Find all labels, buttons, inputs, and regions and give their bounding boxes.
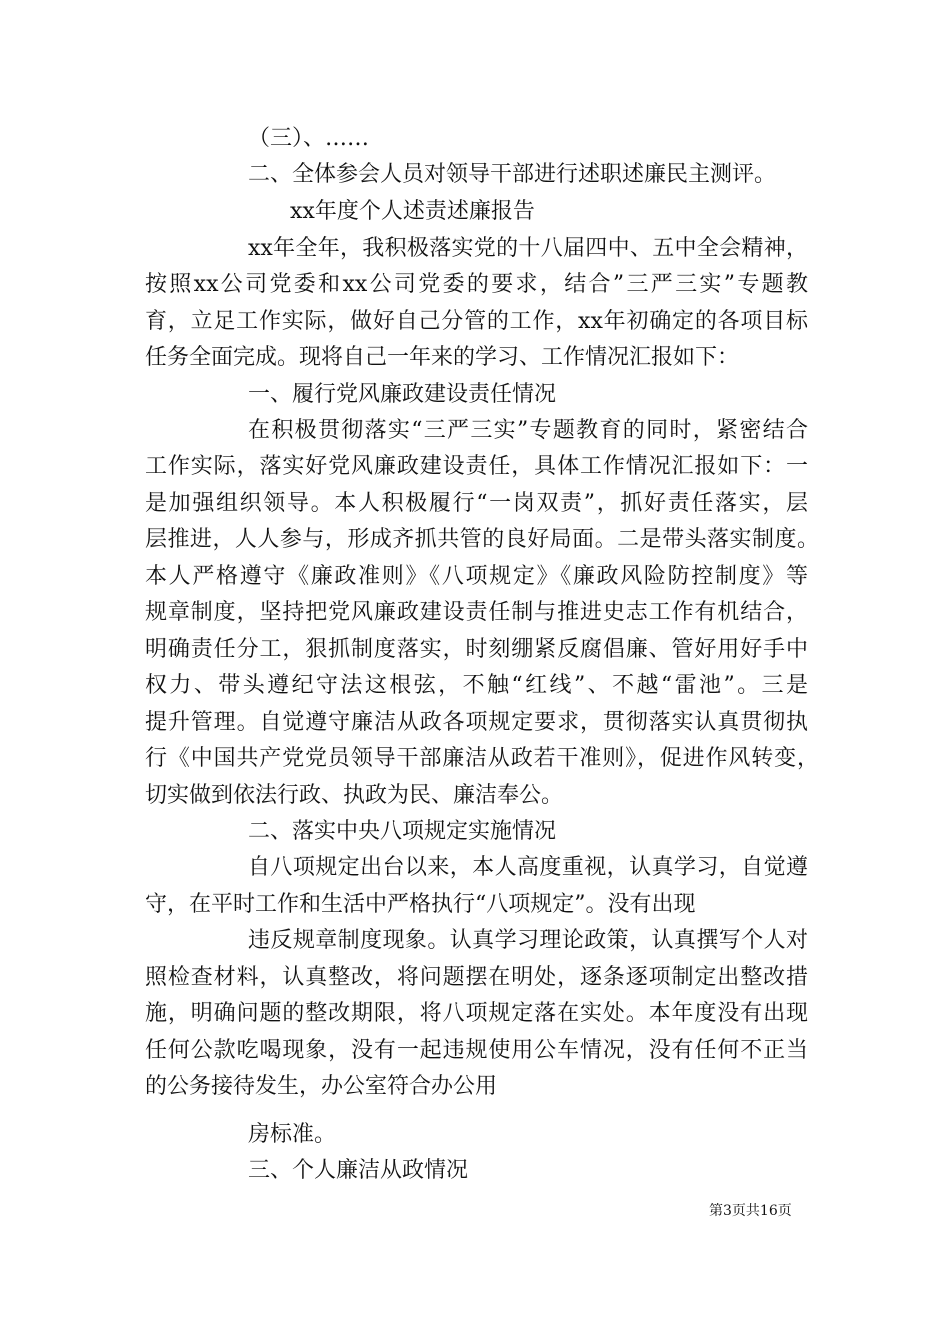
text-line (145, 270, 808, 300)
document-title: xx年度个人述责述廉报告 (290, 199, 535, 224)
text-line (248, 234, 808, 264)
text-line-content: 照检查材料，认真整改，将问题摆在明处，逐条逐项制定出整改措 (145, 965, 808, 990)
text-line: 的公务接待发生，办公室符合办公用 (145, 1074, 498, 1099)
text-line (145, 307, 808, 337)
text-line-content: 在积极贯彻落实“三严三实”专题教育的同时，紧密结合 (248, 418, 808, 443)
text-line (145, 525, 819, 555)
text-line (248, 853, 808, 883)
text-line (145, 671, 808, 701)
text-line: 任务全面完成。现将自己一年来的学习、工作情况汇报如下： (145, 345, 740, 370)
text-line (145, 598, 808, 628)
text-line-content: 工作实际，落实好党风廉政建设责任，具体工作情况汇报如下：一 (145, 454, 808, 479)
text-line-content: 本人严格遵守《廉政准则》《八项规定》《廉政风险防控制度》等 (145, 564, 808, 589)
text-line-content: 施，明确问题的整改期限，将八项规定落在实处。本年度没有出现 (145, 1001, 808, 1026)
text-line-content: 是加强组织领导。本人积极履行“一岗双责”，抓好责任落实，层 (145, 491, 808, 516)
text-line (248, 926, 808, 956)
text-line-content: 任何公款吃喝现象，没有一起违规使用公车情况，没有任何不正当 (145, 1038, 808, 1063)
text-line-content: xx年全年，我积极落实党的十八届四中、五中全会精神， (248, 236, 808, 261)
text-line-content: 按照xx公司党委和xx公司党委的要求，结合”三严三实”专题教 (145, 272, 808, 297)
text-line-content: 育，立足工作实际，做好自己分管的工作，xx年初确定的各项目标 (145, 309, 808, 334)
text-line (145, 744, 819, 774)
section-heading: 一、履行党风廉政建设责任情况 (248, 382, 557, 407)
text-line (145, 489, 808, 519)
text-line (145, 999, 808, 1029)
text-line (145, 708, 808, 738)
text-line: 二、全体参会人员对领导干部进行述职述廉民主测评。 (248, 162, 777, 187)
text-line (145, 963, 808, 993)
page-number-footer: 第3页共16页 (709, 1203, 792, 1219)
text-line (145, 562, 808, 592)
section-heading: 三、个人廉洁从政情况 (248, 1158, 469, 1183)
text-line-content: 自八项规定出台以来，本人高度重视，认真学习，自觉遵 (248, 855, 808, 880)
text-line: 房标准。 (248, 1122, 337, 1147)
text-line (145, 452, 808, 482)
text-line-content: 明确责任分工，狠抓制度落实，时刻绷紧反腐倡廉、管好用好手中 (145, 637, 808, 662)
text-line: 守，在平时工作和生活中严格执行“八项规定”。没有出现 (145, 892, 696, 917)
text-line-content: 层推进，人人参与，形成齐抓共管的良好局面。二是带头落实制度。 (145, 527, 819, 552)
text-line-content: 规章制度，坚持把党风廉政建设责任制与推进史志工作有机结合， (145, 600, 808, 625)
text-line: （三）、…… (248, 126, 370, 151)
text-line-content: 权力、带头遵纪守法这根弦，不触“红线”、不越“雷池”。三是 (145, 673, 808, 698)
text-line: 切实做到依法行政、执政为民、廉洁奉公。 (145, 783, 564, 808)
section-heading: 二、落实中央八项规定实施情况 (248, 819, 557, 844)
text-line-content: 行《中国共产党党员领导干部廉洁从政若干准则》，促进作风转变， (145, 746, 819, 771)
text-line (248, 416, 808, 446)
text-line-content: 提升管理。自觉遵守廉洁从政各项规定要求，贯彻落实认真贯彻执 (145, 710, 808, 735)
text-line-content: 违反规章制度现象。认真学习理论政策，认真撰写个人对 (248, 928, 808, 953)
text-line (145, 635, 808, 665)
text-line (145, 1036, 808, 1066)
